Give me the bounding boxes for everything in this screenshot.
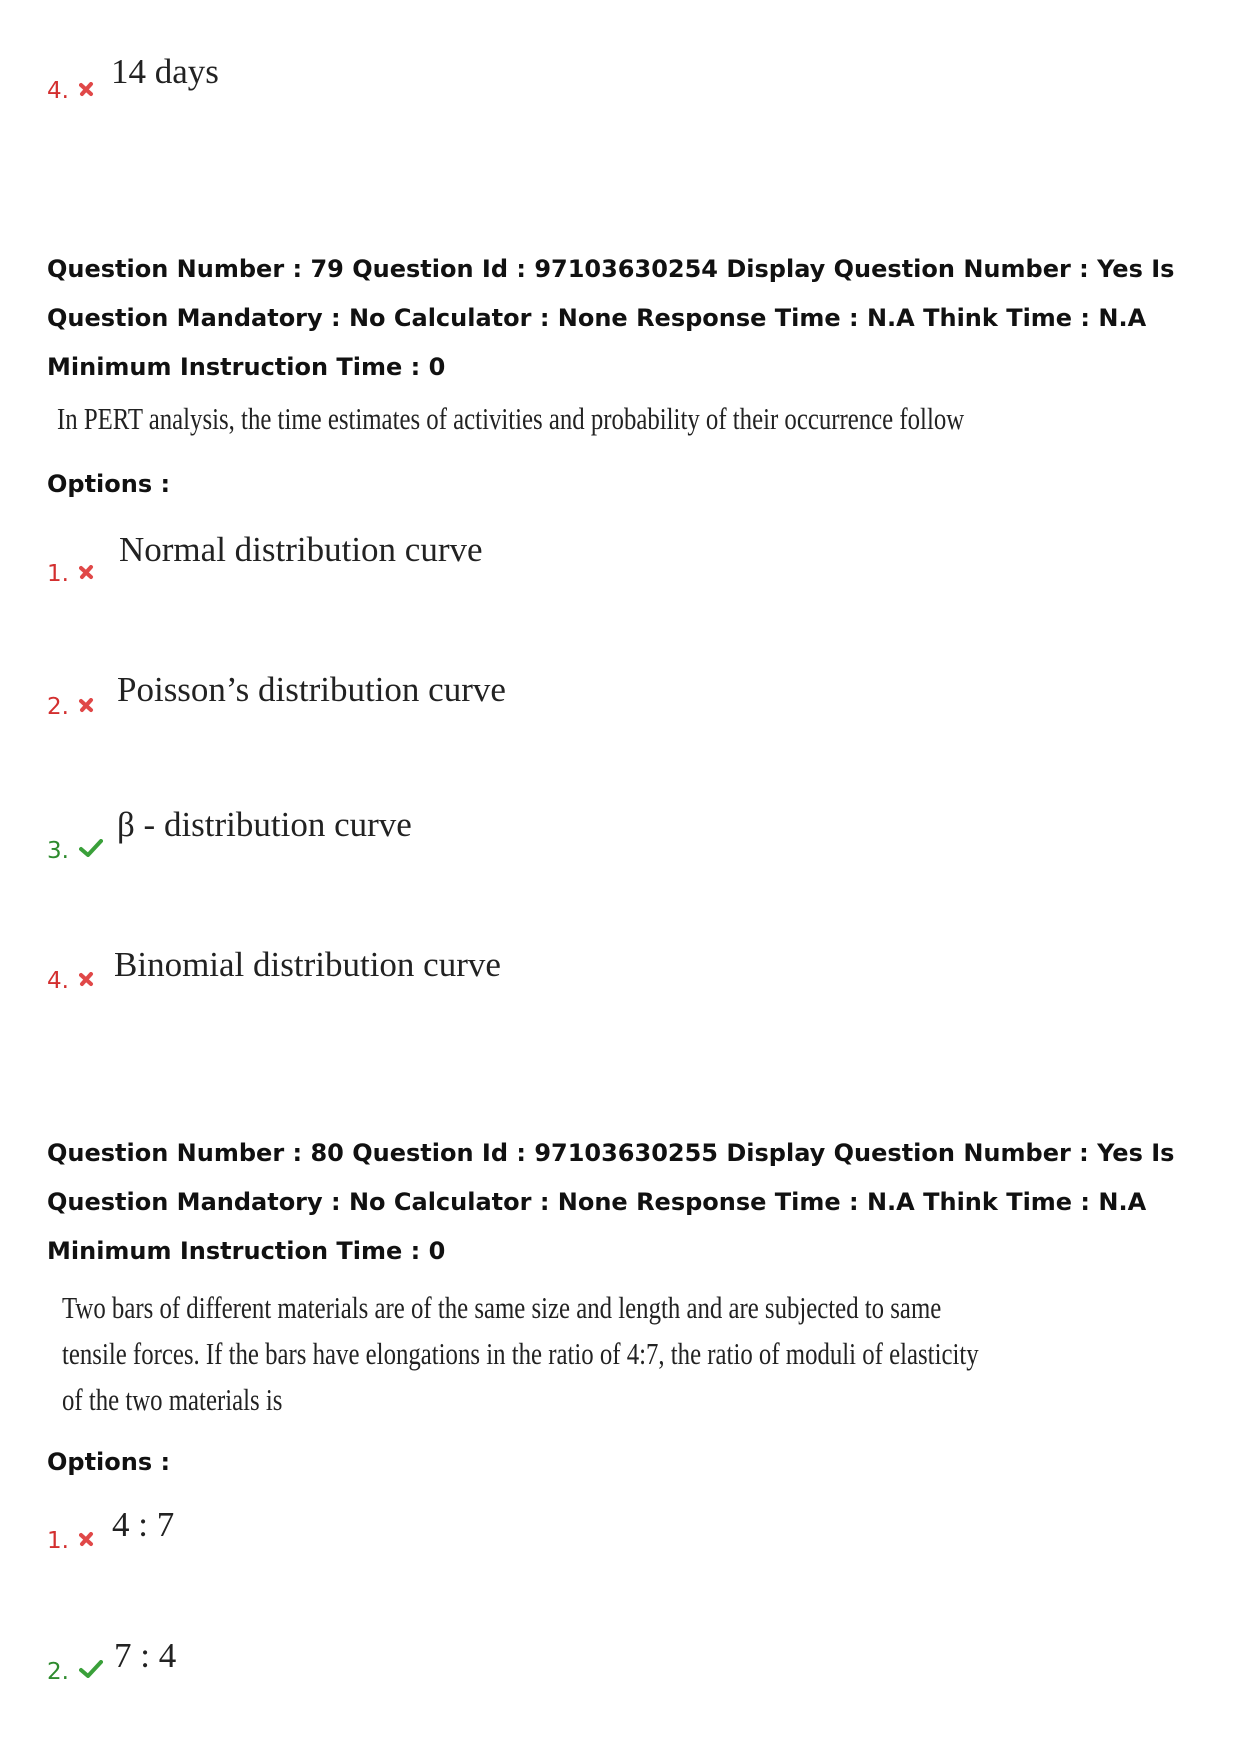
option-text: 14 days: [111, 52, 219, 91]
option-number: 3.: [47, 838, 69, 864]
question-meta: Question Number : 79 Question Id : 97103630254 Display Question Number : Yes Is Question Mandatory : No Calculator : None Response Time : N.A Think Time : N.A Minimum Instruction Time : 0: [47, 255, 1175, 381]
option-row: [47, 1530, 94, 1553]
check-icon: [79, 1660, 103, 1682]
question-text: In PERT analysis, the time estimates of activities and probability of their occurrence follow: [57, 401, 965, 436]
option-text: 4 : 7: [112, 1505, 175, 1544]
check-icon: [79, 839, 103, 861]
option-row: [47, 696, 94, 719]
cross-icon: [79, 82, 94, 101]
option-text: 7 : 4: [114, 1636, 177, 1675]
options-label: Options :: [47, 1448, 171, 1476]
cross-icon: [79, 565, 94, 584]
cross-icon: [79, 698, 94, 717]
option-row: [47, 563, 94, 586]
option-text: Binomial distribution curve: [114, 945, 501, 984]
option-row: [47, 839, 103, 863]
option-number: 1.: [47, 1528, 69, 1554]
question-text-line: Two bars of different materials are of the same size and length and are subjected to same: [62, 1290, 942, 1325]
option-number: 4.: [47, 78, 69, 104]
question-text-line: tensile forces. If the bars have elongations in the ratio of 4:7, the ratio of moduli of elasticity: [62, 1336, 979, 1371]
option-row: [47, 970, 94, 993]
option-number: 1.: [47, 561, 69, 587]
option-row: [47, 80, 94, 103]
option-number: 4.: [47, 968, 69, 994]
option-text: β - distribution curve: [117, 805, 412, 844]
cross-icon: [79, 972, 94, 991]
question-text-line: of the two materials is: [62, 1382, 283, 1417]
option-text: Normal distribution curve: [119, 530, 483, 569]
options-label: Options :: [47, 470, 171, 498]
option-number: 2.: [47, 694, 69, 720]
option-number: 2.: [47, 1659, 69, 1685]
question-text: [62, 1285, 979, 1423]
cross-icon: [79, 1532, 94, 1551]
option-text: Poisson’s distribution curve: [117, 670, 506, 709]
option-row: [47, 1660, 103, 1684]
question-meta: Question Number : 80 Question Id : 97103630255 Display Question Number : Yes Is Question Mandatory : No Calculator : None Response Time : N.A Think Time : N.A Minimum Instruction Time : 0: [47, 1139, 1175, 1265]
